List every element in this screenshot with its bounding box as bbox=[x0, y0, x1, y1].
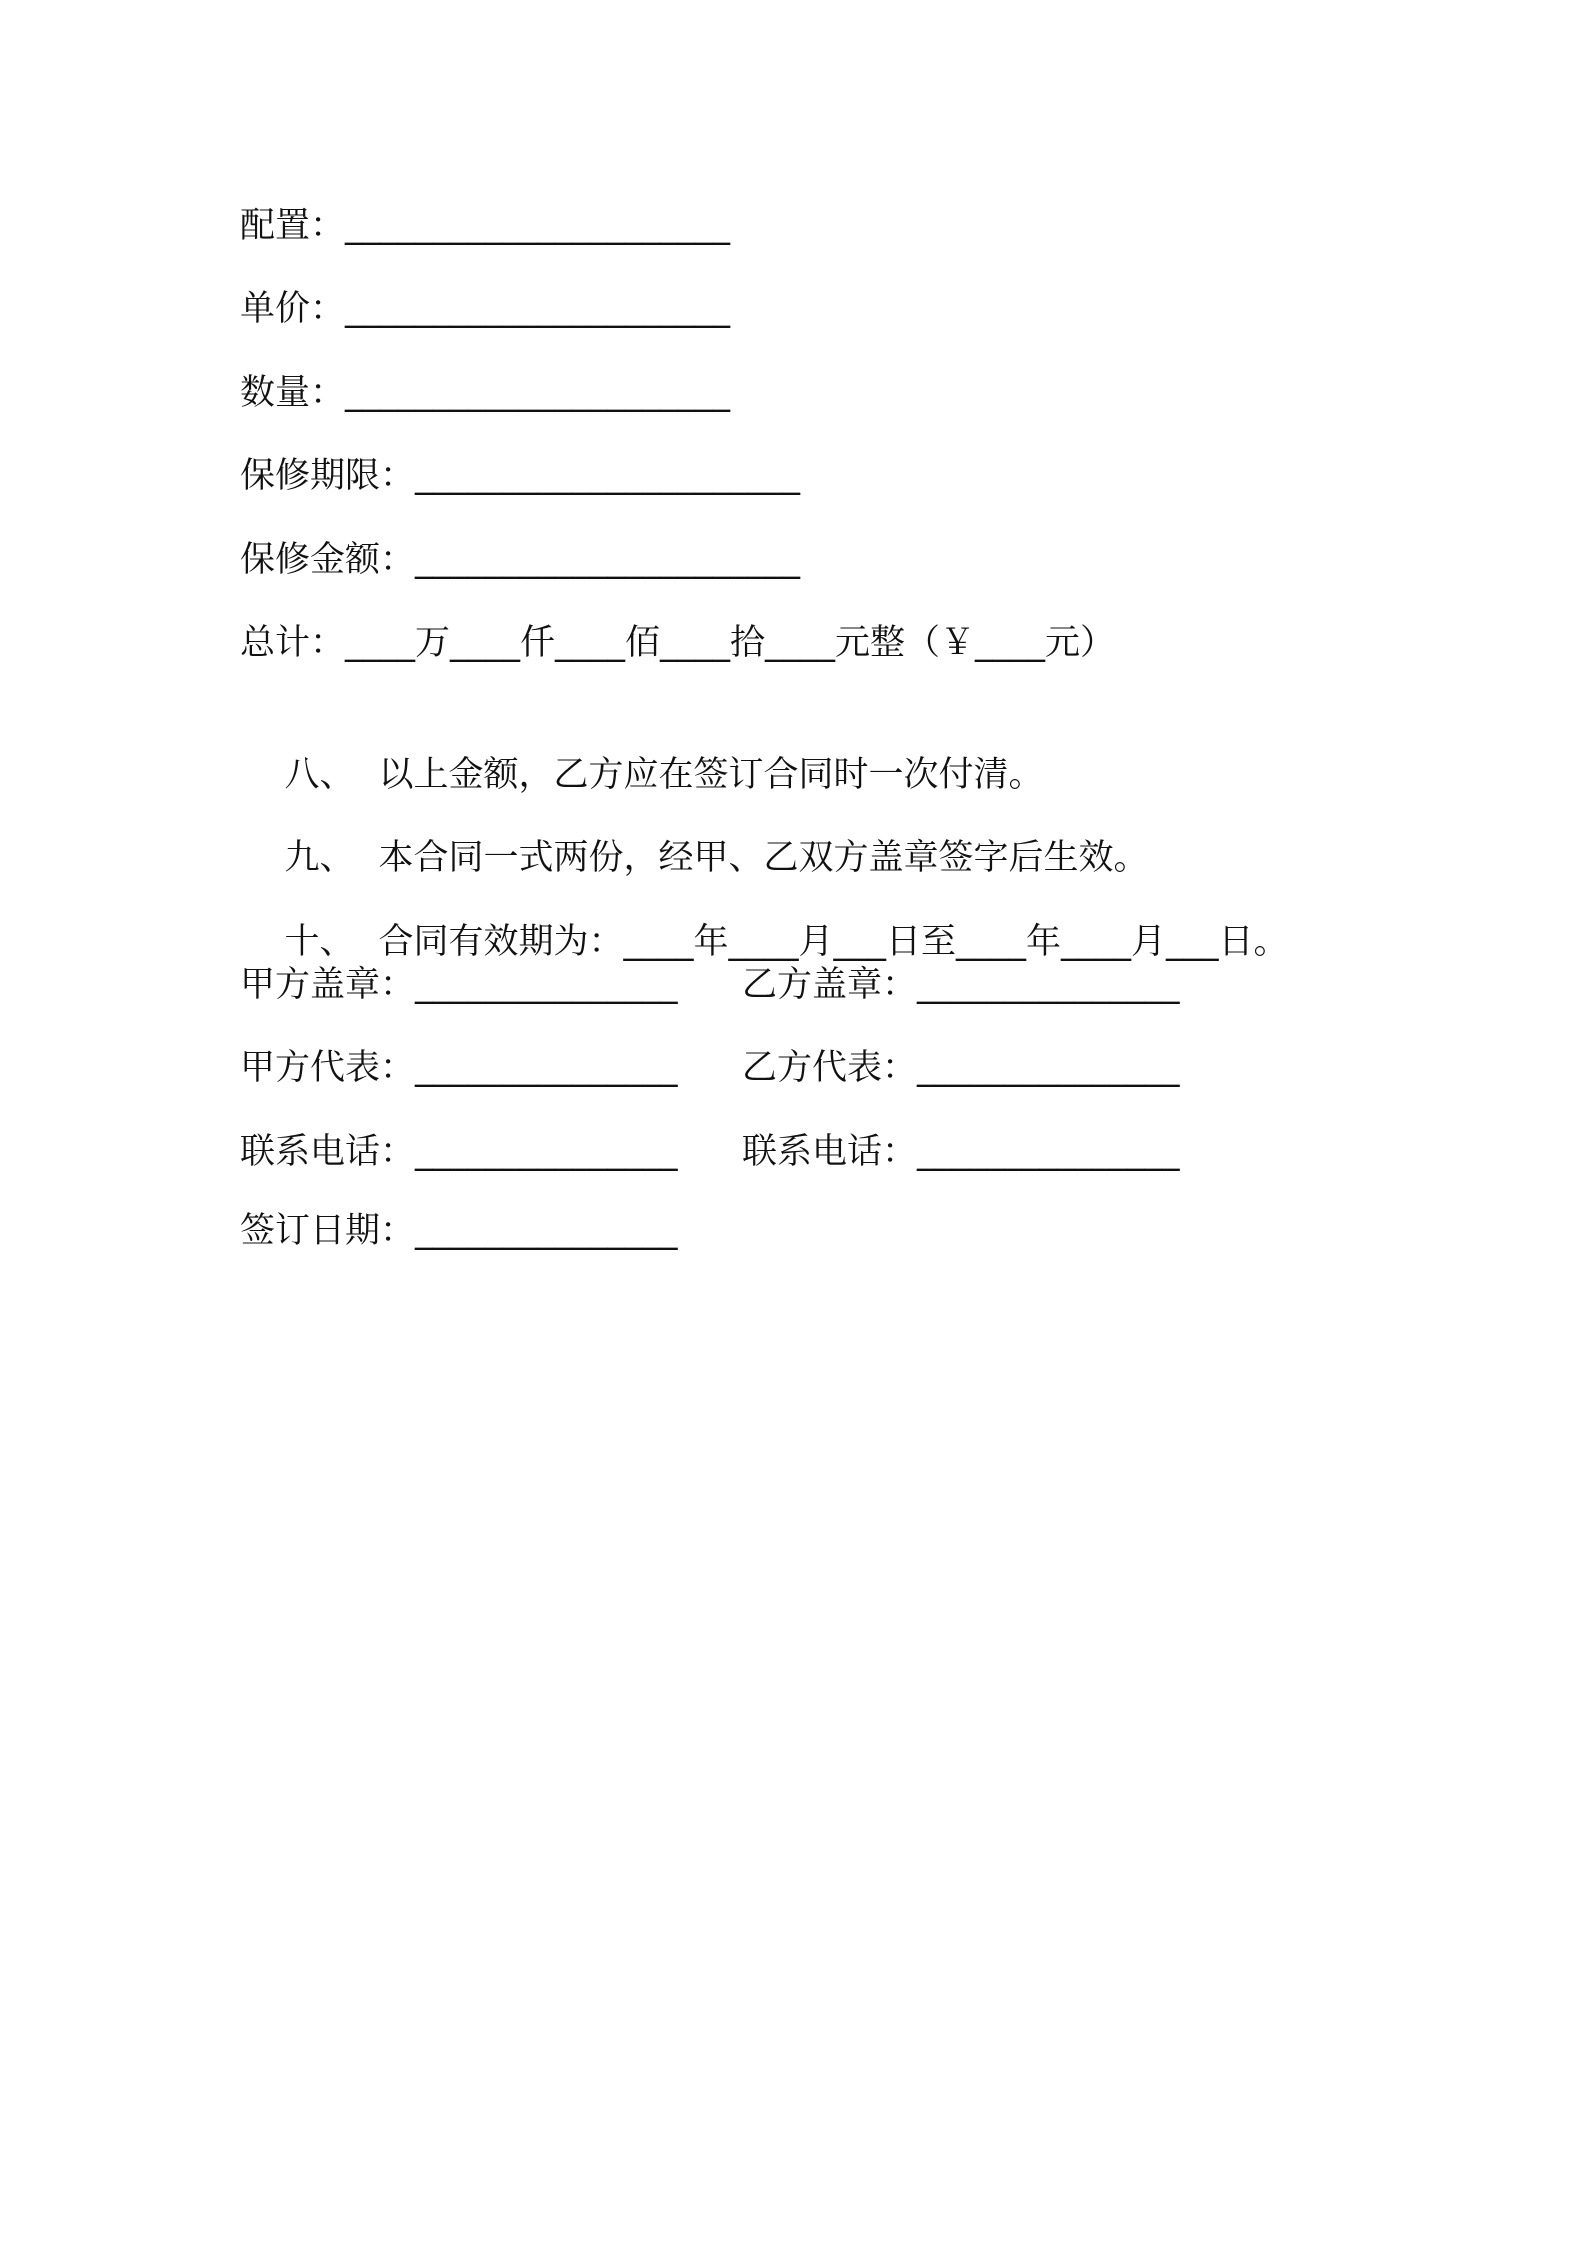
clause-text: 合同有效期为：____年____月___日至____年____月___日。 bbox=[378, 922, 1289, 962]
party-a-seal-field: 甲方盖章：_______________ bbox=[240, 965, 678, 1005]
warranty-amount-field: 保修金额：______________________ bbox=[240, 540, 801, 580]
unit-price-field: 单价：______________________ bbox=[240, 289, 731, 329]
clause-text: 本合同一式两份，经甲、乙双方盖章签字后生效。 bbox=[378, 838, 1149, 878]
clause-number: 九、 bbox=[284, 838, 355, 878]
config-field: 配置：______________________ bbox=[240, 206, 731, 246]
quantity-field: 数量：______________________ bbox=[240, 373, 731, 413]
sign-date-field: 签订日期：_______________ bbox=[240, 1211, 678, 1251]
party-a-phone-field: 联系电话：_______________ bbox=[240, 1132, 678, 1172]
party-b-phone-field: 联系电话：_______________ bbox=[742, 1132, 1180, 1172]
total-field: 总计：____万____仟____佰____拾____元整（￥____元） bbox=[240, 623, 1116, 663]
clause-text: 以上金额，乙方应在签订合同时一次付清。 bbox=[378, 755, 1044, 795]
party-b-representative-field: 乙方代表：_______________ bbox=[742, 1048, 1180, 1088]
warranty-period-field: 保修期限：______________________ bbox=[240, 456, 801, 496]
party-b-seal-field: 乙方盖章：_______________ bbox=[742, 965, 1180, 1005]
party-a-representative-field: 甲方代表：_______________ bbox=[240, 1048, 678, 1088]
clause-number: 十、 bbox=[284, 922, 355, 962]
clause-number: 八、 bbox=[284, 755, 355, 795]
